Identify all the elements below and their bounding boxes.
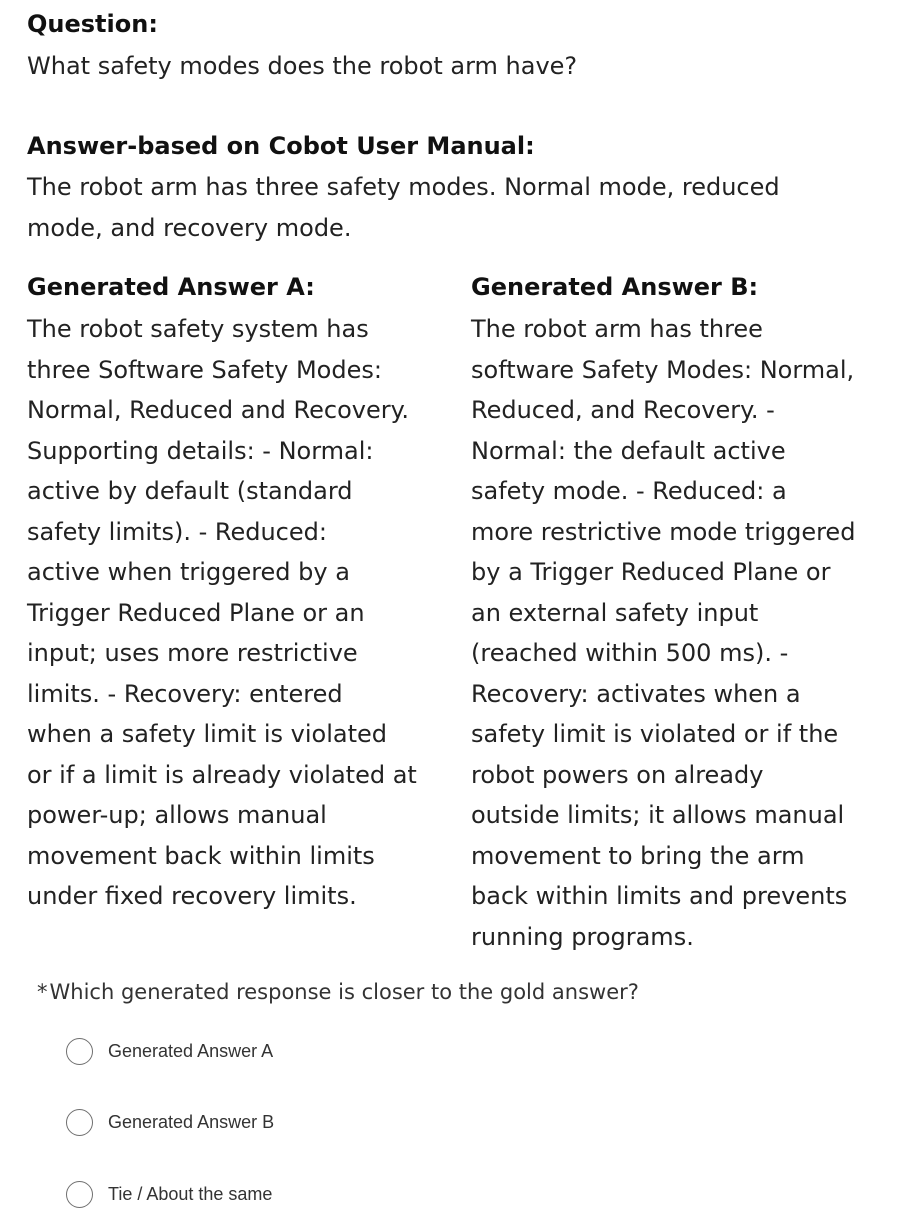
answer-a-line: or if a limit is already violated at [27, 760, 417, 789]
answer-a-line: under fixed recovery limits. [27, 882, 357, 910]
radio-button[interactable] [66, 1181, 93, 1208]
answer-b-line: outside limits; it allows manual [471, 801, 845, 829]
survey-prompt [37, 978, 639, 1006]
radio-button[interactable] [66, 1109, 93, 1136]
question-text: What safety modes does the robot arm have? [27, 52, 578, 80]
answer-a-line: when a safety limit is violated [27, 720, 388, 748]
answer-b-line: Recovery: activates when a [471, 679, 801, 708]
answer-a-text [27, 309, 417, 917]
answer-a-line: movement back within limits [27, 841, 375, 870]
question-heading: Question: [27, 10, 158, 38]
answer-b-line: back within limits and prevents [471, 882, 848, 910]
answer-b-line: an external safety input [471, 598, 759, 627]
answer-a-line: Supporting details: - Normal: [27, 436, 374, 465]
option-answer-a[interactable] [66, 1035, 273, 1067]
gold-answer-heading: Answer-based on Cobot User Manual: [27, 132, 535, 160]
option-label[interactable]: Tie / About the same [108, 1183, 273, 1204]
survey-prompt-text: Which generated response is closer to the gold answer? [49, 980, 639, 1004]
required-marker: * [37, 980, 48, 1004]
option-label[interactable]: Generated Answer A [108, 1040, 274, 1061]
answer-a-line: limits. - Recovery: entered [27, 679, 343, 708]
answer-a-line: power-up; allows manual [27, 801, 327, 829]
answer-b-line: The robot arm has three [471, 315, 763, 343]
answer-b-line: more restrictive mode triggered [471, 517, 856, 546]
answer-a-line: three Software Safety Modes: [27, 355, 382, 384]
answer-b-line: robot powers on already [471, 760, 764, 789]
radio-button[interactable] [66, 1038, 93, 1065]
answer-b-line: movement to bring the arm [471, 841, 805, 870]
answer-a-heading: Generated Answer A: [27, 273, 315, 301]
answer-b-heading: Generated Answer B: [471, 273, 759, 301]
answer-a-line: Normal, Reduced and Recovery. [27, 396, 409, 424]
answer-a-line: input; uses more restrictive [27, 639, 358, 667]
answer-b-line: software Safety Modes: Normal, [471, 355, 855, 384]
answer-a-line: The robot safety system has [27, 315, 369, 343]
gold-answer-text [27, 167, 780, 248]
gold-answer-line: The robot arm has three safety modes. Normal mode, reduced [27, 173, 780, 201]
option-tie[interactable] [66, 1178, 272, 1210]
answer-b-line: by a Trigger Reduced Plane or [471, 558, 831, 586]
answer-b-line: running programs. [471, 922, 694, 951]
answer-b-line: safety mode. - Reduced: a [471, 477, 787, 505]
answer-b-line: Normal: the default active [471, 436, 786, 465]
answer-b-line: (reached within 500 ms). - [471, 639, 789, 667]
answer-b-text [471, 309, 855, 957]
answer-a-line: safety limits). - Reduced: [27, 517, 327, 546]
gold-answer-line: mode, and recovery mode. [27, 213, 352, 242]
answer-b-line: safety limit is violated or if the [471, 720, 839, 748]
answer-a-line: Trigger Reduced Plane or an [27, 598, 365, 627]
answer-a-line: active when triggered by a [27, 558, 350, 586]
answer-a-line: active by default (standard [27, 477, 353, 505]
option-answer-b[interactable] [66, 1106, 274, 1138]
option-label[interactable]: Generated Answer B [108, 1111, 275, 1132]
answer-b-line: Reduced, and Recovery. - [471, 396, 775, 424]
